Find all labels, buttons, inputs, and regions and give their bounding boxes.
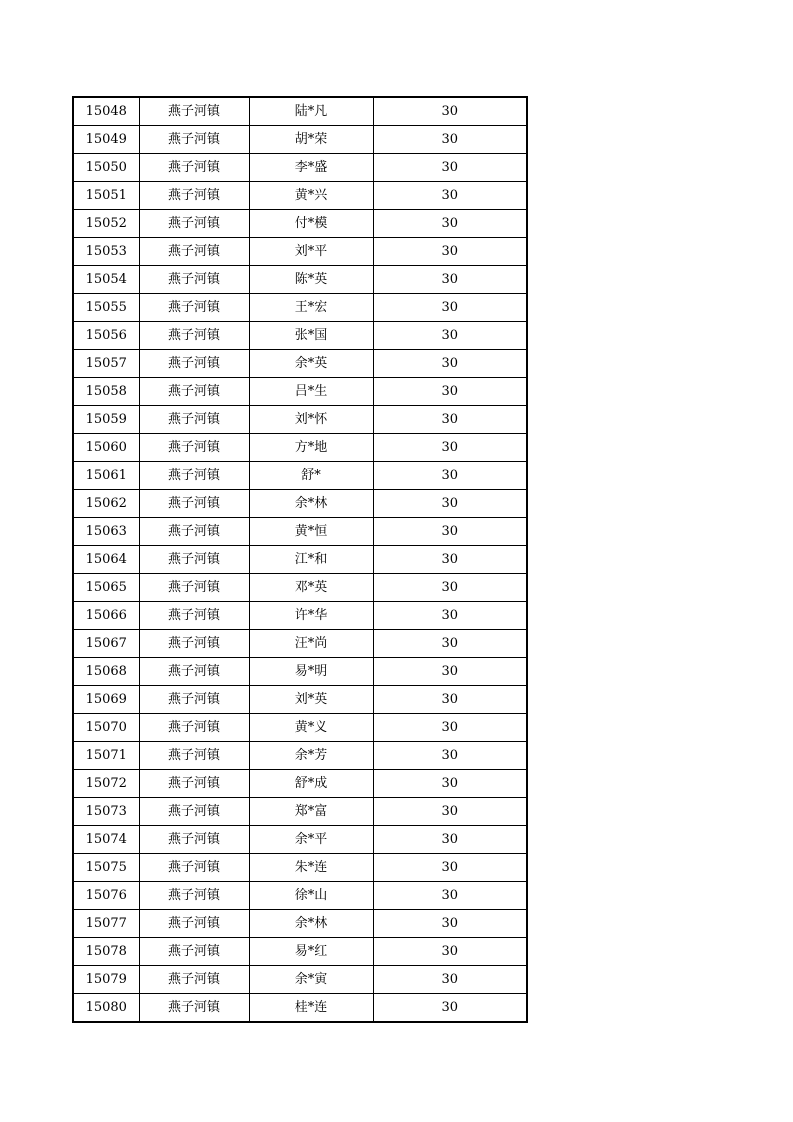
amount-cell: 30	[373, 854, 527, 882]
record-id-cell: 15053	[73, 238, 139, 266]
person-name-cell: 桂*连	[249, 994, 373, 1023]
town-cell: 燕子河镇	[139, 518, 249, 546]
table-row	[73, 994, 527, 1023]
town-cell: 燕子河镇	[139, 574, 249, 602]
record-id-cell: 15065	[73, 574, 139, 602]
person-name-cell: 舒*成	[249, 770, 373, 798]
amount-cell: 30	[373, 322, 527, 350]
town-cell: 燕子河镇	[139, 910, 249, 938]
amount-cell: 30	[373, 546, 527, 574]
amount-cell: 30	[373, 658, 527, 686]
table-row	[73, 518, 527, 546]
table-row	[73, 546, 527, 574]
amount-cell: 30	[373, 602, 527, 630]
person-name-cell: 徐*山	[249, 882, 373, 910]
town-cell: 燕子河镇	[139, 154, 249, 182]
town-cell: 燕子河镇	[139, 294, 249, 322]
table-row	[73, 266, 527, 294]
town-cell: 燕子河镇	[139, 966, 249, 994]
town-cell: 燕子河镇	[139, 378, 249, 406]
table-row	[73, 97, 527, 126]
town-cell: 燕子河镇	[139, 854, 249, 882]
person-name-cell: 易*明	[249, 658, 373, 686]
town-cell: 燕子河镇	[139, 686, 249, 714]
amount-cell: 30	[373, 126, 527, 154]
record-id-cell: 15079	[73, 966, 139, 994]
record-id-cell: 15072	[73, 770, 139, 798]
town-cell: 燕子河镇	[139, 238, 249, 266]
person-name-cell: 胡*荣	[249, 126, 373, 154]
table-row	[73, 658, 527, 686]
table-row	[73, 294, 527, 322]
town-cell: 燕子河镇	[139, 322, 249, 350]
table-row	[73, 350, 527, 378]
amount-cell: 30	[373, 938, 527, 966]
person-name-cell: 黄*恒	[249, 518, 373, 546]
record-id-cell: 15074	[73, 826, 139, 854]
person-name-cell: 余*林	[249, 490, 373, 518]
town-cell: 燕子河镇	[139, 490, 249, 518]
table-row	[73, 966, 527, 994]
town-cell: 燕子河镇	[139, 434, 249, 462]
record-id-cell: 15067	[73, 630, 139, 658]
table-row	[73, 462, 527, 490]
amount-cell: 30	[373, 826, 527, 854]
amount-cell: 30	[373, 266, 527, 294]
table-row	[73, 210, 527, 238]
data-table	[72, 96, 528, 1023]
person-name-cell: 黄*义	[249, 714, 373, 742]
amount-cell: 30	[373, 994, 527, 1023]
person-name-cell: 江*和	[249, 546, 373, 574]
record-id-cell: 15073	[73, 798, 139, 826]
record-id-cell: 15068	[73, 658, 139, 686]
person-name-cell: 许*华	[249, 602, 373, 630]
table-row	[73, 798, 527, 826]
record-id-cell: 15055	[73, 294, 139, 322]
table-row	[73, 182, 527, 210]
amount-cell: 30	[373, 798, 527, 826]
town-cell: 燕子河镇	[139, 266, 249, 294]
table-row	[73, 322, 527, 350]
table-row	[73, 770, 527, 798]
amount-cell: 30	[373, 350, 527, 378]
table-row	[73, 574, 527, 602]
amount-cell: 30	[373, 966, 527, 994]
person-name-cell: 余*平	[249, 826, 373, 854]
amount-cell: 30	[373, 742, 527, 770]
town-cell: 燕子河镇	[139, 602, 249, 630]
record-id-cell: 15077	[73, 910, 139, 938]
amount-cell: 30	[373, 518, 527, 546]
record-id-cell: 15078	[73, 938, 139, 966]
person-name-cell: 陈*英	[249, 266, 373, 294]
record-id-cell: 15054	[73, 266, 139, 294]
person-name-cell: 吕*生	[249, 378, 373, 406]
table-row	[73, 602, 527, 630]
person-name-cell: 王*宏	[249, 294, 373, 322]
table-row	[73, 434, 527, 462]
amount-cell: 30	[373, 434, 527, 462]
table-row	[73, 686, 527, 714]
record-id-cell: 15051	[73, 182, 139, 210]
person-name-cell: 刘*平	[249, 238, 373, 266]
town-cell: 燕子河镇	[139, 742, 249, 770]
record-id-cell: 15060	[73, 434, 139, 462]
table-row	[73, 126, 527, 154]
person-name-cell: 易*红	[249, 938, 373, 966]
record-id-cell: 15050	[73, 154, 139, 182]
person-name-cell: 余*芳	[249, 742, 373, 770]
person-name-cell: 余*林	[249, 910, 373, 938]
town-cell: 燕子河镇	[139, 798, 249, 826]
person-name-cell: 刘*英	[249, 686, 373, 714]
town-cell: 燕子河镇	[139, 546, 249, 574]
person-name-cell: 舒*	[249, 462, 373, 490]
person-name-cell: 张*国	[249, 322, 373, 350]
table-row	[73, 630, 527, 658]
table-row	[73, 154, 527, 182]
record-id-cell: 15071	[73, 742, 139, 770]
table-row	[73, 238, 527, 266]
record-id-cell: 15064	[73, 546, 139, 574]
amount-cell: 30	[373, 630, 527, 658]
table-body	[73, 97, 527, 1022]
amount-cell: 30	[373, 210, 527, 238]
town-cell: 燕子河镇	[139, 770, 249, 798]
town-cell: 燕子河镇	[139, 714, 249, 742]
record-id-cell: 15061	[73, 462, 139, 490]
record-id-cell: 15080	[73, 994, 139, 1023]
town-cell: 燕子河镇	[139, 97, 249, 126]
amount-cell: 30	[373, 97, 527, 126]
table-row	[73, 882, 527, 910]
person-name-cell: 刘*怀	[249, 406, 373, 434]
record-id-cell: 15052	[73, 210, 139, 238]
person-name-cell: 李*盛	[249, 154, 373, 182]
amount-cell: 30	[373, 686, 527, 714]
table-row	[73, 938, 527, 966]
town-cell: 燕子河镇	[139, 938, 249, 966]
table-row	[73, 378, 527, 406]
table-row	[73, 910, 527, 938]
amount-cell: 30	[373, 378, 527, 406]
person-name-cell: 郑*富	[249, 798, 373, 826]
record-id-cell: 15070	[73, 714, 139, 742]
table-row	[73, 714, 527, 742]
amount-cell: 30	[373, 910, 527, 938]
person-name-cell: 汪*尚	[249, 630, 373, 658]
person-name-cell: 方*地	[249, 434, 373, 462]
town-cell: 燕子河镇	[139, 630, 249, 658]
person-name-cell: 朱*连	[249, 854, 373, 882]
record-id-cell: 15059	[73, 406, 139, 434]
table-row	[73, 742, 527, 770]
record-id-cell: 15048	[73, 97, 139, 126]
person-name-cell: 余*英	[249, 350, 373, 378]
town-cell: 燕子河镇	[139, 406, 249, 434]
amount-cell: 30	[373, 182, 527, 210]
person-name-cell: 余*寅	[249, 966, 373, 994]
town-cell: 燕子河镇	[139, 462, 249, 490]
amount-cell: 30	[373, 574, 527, 602]
town-cell: 燕子河镇	[139, 350, 249, 378]
town-cell: 燕子河镇	[139, 658, 249, 686]
amount-cell: 30	[373, 406, 527, 434]
record-id-cell: 15056	[73, 322, 139, 350]
record-id-cell: 15069	[73, 686, 139, 714]
amount-cell: 30	[373, 462, 527, 490]
table-row	[73, 490, 527, 518]
record-id-cell: 15062	[73, 490, 139, 518]
record-id-cell: 15049	[73, 126, 139, 154]
person-name-cell: 黄*兴	[249, 182, 373, 210]
record-id-cell: 15076	[73, 882, 139, 910]
amount-cell: 30	[373, 154, 527, 182]
table-row	[73, 826, 527, 854]
town-cell: 燕子河镇	[139, 882, 249, 910]
town-cell: 燕子河镇	[139, 182, 249, 210]
person-name-cell: 付*模	[249, 210, 373, 238]
record-id-cell: 15066	[73, 602, 139, 630]
town-cell: 燕子河镇	[139, 994, 249, 1023]
amount-cell: 30	[373, 770, 527, 798]
amount-cell: 30	[373, 882, 527, 910]
table-row	[73, 854, 527, 882]
amount-cell: 30	[373, 294, 527, 322]
record-id-cell: 15057	[73, 350, 139, 378]
amount-cell: 30	[373, 238, 527, 266]
town-cell: 燕子河镇	[139, 826, 249, 854]
person-name-cell: 邓*英	[249, 574, 373, 602]
town-cell: 燕子河镇	[139, 126, 249, 154]
record-id-cell: 15063	[73, 518, 139, 546]
table-row	[73, 406, 527, 434]
amount-cell: 30	[373, 490, 527, 518]
person-name-cell: 陆*凡	[249, 97, 373, 126]
record-id-cell: 15058	[73, 378, 139, 406]
amount-cell: 30	[373, 714, 527, 742]
town-cell: 燕子河镇	[139, 210, 249, 238]
record-id-cell: 15075	[73, 854, 139, 882]
